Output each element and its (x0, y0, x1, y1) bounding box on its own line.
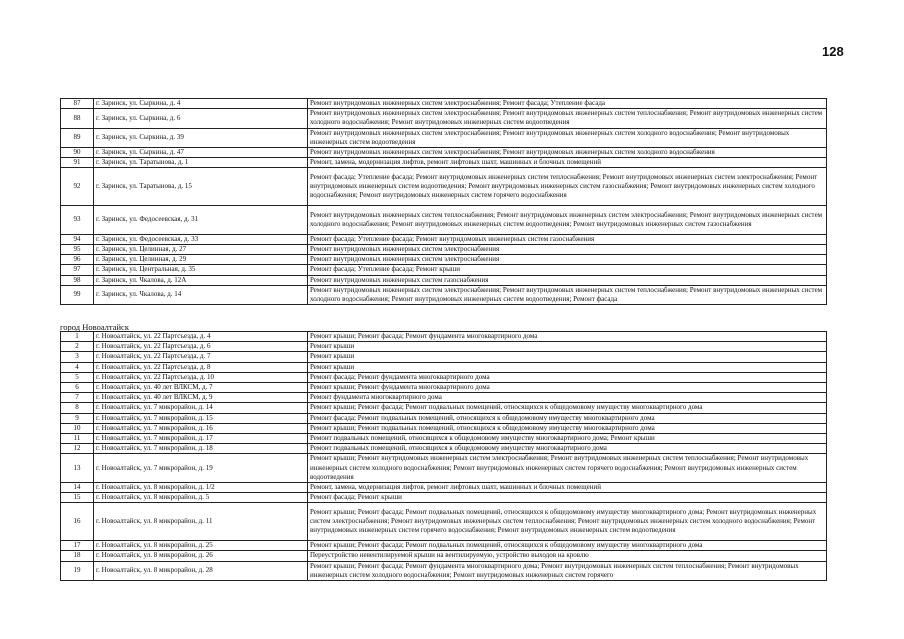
table-row (61, 483, 827, 493)
table-row (61, 541, 827, 551)
row-number: 16 (61, 503, 94, 541)
row-number: 96 (61, 255, 94, 265)
row-works: Ремонт фасада; Утепление фасада; Ремонт внутридомовых инженерных систем теплоснабжения; Ремонт внутридомовых инженерных систем электроснабжения; Ремонт внутридомовых инженерных систем водоотведения; Ремонт внутридомовых инженерных систем газоснабжения; Ремонт внутридомовых инженерных систем холодного водоснабжения; Ремонт внутридомовых инженерных систем горячего водоснабжения (308, 168, 827, 206)
row-number: 87 (61, 99, 94, 109)
row-works: Ремонт внутридомовых инженерных систем теплоснабжения; Ремонт внутридомовых инженерных систем электроснабжения; Ремонт внутридомовых инженерных систем холодного водоснабжения; Ремонт внутридомовых инженерных систем водоотведения; Ремонт внутридомовых инженерных систем газоснабжения (308, 206, 827, 235)
row-works: Ремонт фасада; Ремонт фундамента многоквартирного дома (308, 372, 827, 382)
row-works: Ремонт внутридомовых инженерных систем электроснабжения; Ремонт внутридомовых инженерных систем теплоснабжения; Ремонт внутридомовых инженерных систем холодного водоснабжения; Ремонт внутридомовых инженерных систем водоотведения (308, 109, 827, 128)
row-number: 88 (61, 109, 94, 128)
row-address: г. Новоалтайск, ул. 40 лет ВЛКСМ, д. 7 (94, 383, 308, 393)
table-row (61, 275, 827, 285)
row-address: г. Заринск, ул. Чкалова, д. 14 (94, 285, 308, 304)
row-address: г. Новоалтайск, ул. 40 лет ВЛКСМ, д. 9 (94, 393, 308, 403)
row-works: Ремонт подвальных помещений, относящихся к общедомовому имуществу многоквартирного дома; Ремонт крыши (308, 434, 827, 444)
row-works: Ремонт крыши (308, 362, 827, 372)
row-number: 3 (61, 352, 94, 362)
row-number: 8 (61, 403, 94, 413)
row-works: Ремонт внутридомовых инженерных систем электроснабжения (308, 255, 827, 265)
table-row (61, 434, 827, 444)
row-works: Ремонт крыши; Ремонт фасада; Ремонт подвальных помещений, относящихся к общедомовому имуществу многоквартирного дома (308, 403, 827, 413)
row-address: г. Новоалтайск, ул. 8 микрорайон, д. 11 (94, 503, 308, 541)
row-address: г. Заринск, ул. Сыркина, д. 6 (94, 109, 308, 128)
row-address: г. Заринск, ул. Целинная, д. 29 (94, 255, 308, 265)
table-row (61, 561, 827, 580)
table-row (61, 109, 827, 128)
row-works: Ремонт внутридомовых инженерных систем электроснабжения; Ремонт внутридомовых инженерных систем холодного водоснабжения (308, 148, 827, 158)
row-number: 6 (61, 383, 94, 393)
row-address: г. Заринск, ул. Чкалова, д. 12А (94, 275, 308, 285)
row-works: Ремонт внутридомовых инженерных систем электроснабжения (308, 245, 827, 255)
row-number: 2 (61, 342, 94, 352)
table-row (61, 332, 827, 342)
table-row (61, 285, 827, 304)
zarinsk-table (60, 98, 827, 305)
row-works: Ремонт крыши; Ремонт фасада; Ремонт подвальных помещений, относящихся к общедомовому имуществу многоквартирного дома (308, 541, 827, 551)
table-row (61, 413, 827, 423)
row-works: Ремонт внутридомовых инженерных систем электроснабжения; Ремонт фасада; Утепление фасада (308, 99, 827, 109)
table-row (61, 454, 827, 483)
row-address: г. Новоалтайск, ул. 22 Партсъезда, д. 8 (94, 362, 308, 372)
page-number: 128 (822, 44, 844, 59)
row-works: Ремонт крыши; Ремонт фундамента многоквартирного дома (308, 383, 827, 393)
row-number: 7 (61, 393, 94, 403)
row-number: 97 (61, 265, 94, 275)
row-address: г. Заринск, ул. Центральная, д. 35 (94, 265, 308, 275)
row-works: Ремонт внутридомовых инженерных систем электроснабжения; Ремонт внутридомовых инженерных систем холодного водоснабжения; Ремонт внутридомовых инженерных систем водоотведения (308, 128, 827, 147)
row-number: 15 (61, 493, 94, 503)
row-address: г. Новоалтайск, ул. 22 Партсъезда, д. 10 (94, 372, 308, 382)
row-number: 11 (61, 434, 94, 444)
row-address: г. Новоалтайск, ул. 8 микрорайон, д. 1/2 (94, 483, 308, 493)
row-works: Переустройство невентилируемой крыши на вентилируемую, устройство выходов на кровлю (308, 551, 827, 561)
table-row (61, 158, 827, 168)
section-header-novoaltaysk: город Новоалтайск (60, 322, 129, 332)
row-address: г. Новоалтайск, ул. 8 микрорайон, д. 5 (94, 493, 308, 503)
table-row (61, 148, 827, 158)
row-works: Ремонт фасада; Ремонт крыши (308, 493, 827, 503)
row-number: 9 (61, 413, 94, 423)
table-row (61, 255, 827, 265)
row-works: Ремонт внутридомовых инженерных систем газоснабжения (308, 275, 827, 285)
table-row (61, 265, 827, 275)
table-row (61, 342, 827, 352)
row-address: г. Заринск, ул. Сыркина, д. 47 (94, 148, 308, 158)
row-address: г. Новоалтайск, ул. 7 микрорайон, д. 15 (94, 413, 308, 423)
table-row (61, 234, 827, 244)
row-works: Ремонт фундамента многоквартирного дома (308, 393, 827, 403)
table-row (61, 493, 827, 503)
row-works: Ремонт фасада; Утепление фасада; Ремонт внутридомовых инженерных систем газоснабжения (308, 234, 827, 244)
table-row (61, 168, 827, 206)
row-address: г. Новоалтайск, ул. 7 микрорайон, д. 14 (94, 403, 308, 413)
row-number: 19 (61, 561, 94, 580)
row-number: 95 (61, 245, 94, 255)
table-row (61, 551, 827, 561)
row-address: г. Заринск, ул. Федосеевская, д. 31 (94, 206, 308, 235)
row-address: г. Заринск, ул. Таратынова, д. 15 (94, 168, 308, 206)
table-row (61, 383, 827, 393)
row-number: 5 (61, 372, 94, 382)
row-works: Ремонт крыши (308, 352, 827, 362)
row-number: 92 (61, 168, 94, 206)
table-row (61, 503, 827, 541)
row-number: 13 (61, 454, 94, 483)
table-row (61, 444, 827, 454)
row-works: Ремонт фасада; Утепление фасада; Ремонт крыши (308, 265, 827, 275)
row-works: Ремонт крыши; Ремонт фасада; Ремонт подвальных помещений, относящихся к общедомовому имуществу многоквартирного дома; Ремонт внутридомовых инженерных систем электроснабжения; Ремонт внутридомовых инженерных систем теплоснабжения; Ремонт внутридомовых инженерных систем холодного водоснабжения; Ремонт внутридомовых инженерных систем горячего водоснабжения; Ремонт внутридомовых инженерных систем водоотведения (308, 503, 827, 541)
row-number: 18 (61, 551, 94, 561)
row-number: 89 (61, 128, 94, 147)
novoaltaysk-table (60, 331, 827, 581)
row-works: Ремонт крыши; Ремонт внутридомовых инженерных систем электроснабжения; Ремонт внутридомовых инженерных систем теплоснабжения; Ремонт внутридомовых инженерных систем холодного водоснабжения; Ремонт внутридомовых инженерных систем горячего водоснабжения; Ремонт внутридомовых инженерных систем водоотведения (308, 454, 827, 483)
row-works: Ремонт, замена, модернизация лифтов, ремонт лифтовых шахт, машинных и блочных помещений (308, 158, 827, 168)
row-number: 17 (61, 541, 94, 551)
table-row (61, 245, 827, 255)
table-row (61, 423, 827, 433)
table-row (61, 393, 827, 403)
table-row (61, 206, 827, 235)
table-row (61, 99, 827, 109)
table-row (61, 362, 827, 372)
row-address: г. Заринск, ул. Сыркина, д. 39 (94, 128, 308, 147)
row-address: г. Новоалтайск, ул. 8 микрорайон, д. 25 (94, 541, 308, 551)
row-address: г. Заринск, ул. Целинная, д. 27 (94, 245, 308, 255)
row-address: г. Новоалтайск, ул. 7 микрорайон, д. 17 (94, 434, 308, 444)
row-works: Ремонт подвальных помещений, относящихся к общедомовому имуществу многоквартирного дома (308, 444, 827, 454)
row-works: Ремонт фасада; Ремонт подвальных помещений, относящихся к общедомовому имуществу многоквартирного дома (308, 413, 827, 423)
row-works: Ремонт крыши; Ремонт фасада; Ремонт фундамента многоквартирного дома (308, 332, 827, 342)
row-address: г. Новоалтайск, ул. 8 микрорайон, д. 26 (94, 551, 308, 561)
row-number: 10 (61, 423, 94, 433)
row-works: Ремонт, замена, модернизация лифтов, ремонт лифтовых шахт, машинных и блочных помещений (308, 483, 827, 493)
table-row (61, 372, 827, 382)
row-works: Ремонт крыши (308, 342, 827, 352)
row-number: 93 (61, 206, 94, 235)
row-address: г. Заринск, ул. Таратынова, д. 1 (94, 158, 308, 168)
row-address: г. Заринск, ул. Федосеевская, д. 33 (94, 234, 308, 244)
row-number: 98 (61, 275, 94, 285)
row-number: 1 (61, 332, 94, 342)
table-row (61, 403, 827, 413)
row-address: г. Новоалтайск, ул. 7 микрорайон, д. 16 (94, 423, 308, 433)
row-address: г. Новоалтайск, ул. 22 Партсъезда, д. 6 (94, 342, 308, 352)
row-number: 99 (61, 285, 94, 304)
table-row (61, 352, 827, 362)
row-number: 91 (61, 158, 94, 168)
row-number: 14 (61, 483, 94, 493)
row-works: Ремонт крыши; Ремонт фасада; Ремонт фундамента многоквартирного дома; Ремонт внутридомовых инженерных систем теплоснабжения; Ремонт внутридомовых инженерных систем холодного водоснабжения; Ремонт внутридомовых инженерных систем горячего (308, 561, 827, 580)
row-number: 94 (61, 234, 94, 244)
row-address: г. Новоалтайск, ул. 7 микрорайон, д. 18 (94, 444, 308, 454)
row-works: Ремонт внутридомовых инженерных систем электроснабжения; Ремонт внутридомовых инженерных систем теплоснабжения; Ремонт внутридомовых инженерных систем холодного водоснабжения; Ремонт внутридомовых инженерных систем водоотведения; Ремонт фасада (308, 285, 827, 304)
row-address: г. Новоалтайск, ул. 22 Партсъезда, д. 4 (94, 332, 308, 342)
row-works: Ремонт крыши; Ремонт подвальных помещений, относящихся к общедомовому имуществу многоквартирного дома (308, 423, 827, 433)
row-number: 4 (61, 362, 94, 372)
row-address: г. Заринск, ул. Сыркина, д. 4 (94, 99, 308, 109)
row-address: г. Новоалтайск, ул. 8 микрорайон, д. 28 (94, 561, 308, 580)
table-row (61, 128, 827, 147)
row-address: г. Новоалтайск, ул. 7 микрорайон, д. 19 (94, 454, 308, 483)
row-number: 12 (61, 444, 94, 454)
row-address: г. Новоалтайск, ул. 22 Партсъезда, д. 7 (94, 352, 308, 362)
row-number: 90 (61, 148, 94, 158)
